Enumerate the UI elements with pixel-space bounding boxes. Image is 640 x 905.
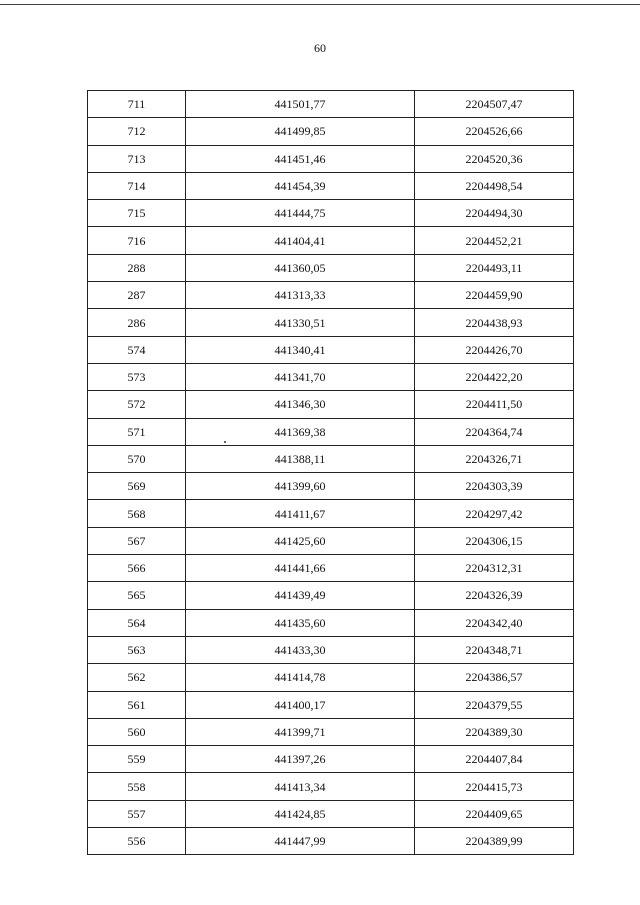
y-coordinate-cell: 2204493,11 xyxy=(415,254,574,281)
y-coordinate-cell: 2204348,71 xyxy=(415,636,574,663)
y-coordinate-cell: 2204326,39 xyxy=(415,582,574,609)
x-coordinate-cell: 441424,85 xyxy=(186,800,415,827)
table-row xyxy=(88,582,574,609)
point-number-cell: 560 xyxy=(88,718,186,745)
y-coordinate-cell: 2204415,73 xyxy=(415,773,574,800)
y-coordinate-cell: 2204379,55 xyxy=(415,691,574,718)
table-row xyxy=(88,773,574,800)
x-coordinate-cell: 441454,39 xyxy=(186,172,415,199)
point-number-cell: 566 xyxy=(88,555,186,582)
table-row xyxy=(88,363,574,390)
table-row xyxy=(88,636,574,663)
table-row xyxy=(88,828,574,855)
page-top-rule xyxy=(0,4,640,5)
point-number-cell: 562 xyxy=(88,664,186,691)
x-coordinate-cell: 441400,17 xyxy=(186,691,415,718)
point-number-cell: 564 xyxy=(88,609,186,636)
table-row xyxy=(88,691,574,718)
y-coordinate-cell: 2204526,66 xyxy=(415,118,574,145)
y-coordinate-cell: 2204507,47 xyxy=(415,91,574,118)
x-coordinate-cell: 441439,49 xyxy=(186,582,415,609)
y-coordinate-cell: 2204312,31 xyxy=(415,555,574,582)
table-row xyxy=(88,718,574,745)
x-coordinate-cell: 441404,41 xyxy=(186,227,415,254)
y-coordinate-cell: 2204364,74 xyxy=(415,418,574,445)
point-number-cell: 571 xyxy=(88,418,186,445)
table-row xyxy=(88,391,574,418)
point-number-cell: 288 xyxy=(88,254,186,281)
table-row xyxy=(88,145,574,172)
x-coordinate-cell: 441397,26 xyxy=(186,746,415,773)
point-number-cell: 714 xyxy=(88,172,186,199)
x-coordinate-cell: 441313,33 xyxy=(186,282,415,309)
point-number-cell: 712 xyxy=(88,118,186,145)
table-row xyxy=(88,200,574,227)
y-coordinate-cell: 2204459,90 xyxy=(415,282,574,309)
x-coordinate-cell: 441447,99 xyxy=(186,828,415,855)
point-number-cell: 557 xyxy=(88,800,186,827)
y-coordinate-cell: 2204411,50 xyxy=(415,391,574,418)
x-coordinate-cell: 441501,77 xyxy=(186,91,415,118)
table-row xyxy=(88,800,574,827)
table-row xyxy=(88,254,574,281)
point-number-cell: 563 xyxy=(88,636,186,663)
point-number-cell: 286 xyxy=(88,309,186,336)
x-coordinate-cell: 441346,30 xyxy=(186,391,415,418)
y-coordinate-cell: 2204306,15 xyxy=(415,527,574,554)
y-coordinate-cell: 2204426,70 xyxy=(415,336,574,363)
y-coordinate-cell: 2204498,54 xyxy=(415,172,574,199)
table-row xyxy=(88,445,574,472)
y-coordinate-cell: 2204326,71 xyxy=(415,445,574,472)
point-number-cell: 569 xyxy=(88,473,186,500)
x-coordinate-cell: 441444,75 xyxy=(186,200,415,227)
x-coordinate-cell: 441411,67 xyxy=(186,500,415,527)
point-number-cell: 565 xyxy=(88,582,186,609)
table-row xyxy=(88,746,574,773)
point-number-cell: 558 xyxy=(88,773,186,800)
point-number-cell: 287 xyxy=(88,282,186,309)
point-number-cell: 572 xyxy=(88,391,186,418)
point-number-cell: 716 xyxy=(88,227,186,254)
x-coordinate-cell: 441369,38 xyxy=(186,418,415,445)
x-coordinate-cell: 441413,34 xyxy=(186,773,415,800)
coordinates-table xyxy=(87,90,574,855)
y-coordinate-cell: 2204494,30 xyxy=(415,200,574,227)
y-coordinate-cell: 2204389,99 xyxy=(415,828,574,855)
table-row xyxy=(88,118,574,145)
table-row xyxy=(88,309,574,336)
x-coordinate-cell: 441341,70 xyxy=(186,363,415,390)
x-coordinate-cell: 441451,46 xyxy=(186,145,415,172)
table-row xyxy=(88,336,574,363)
x-coordinate-cell: 441435,60 xyxy=(186,609,415,636)
coordinates-table-body xyxy=(88,91,574,855)
x-coordinate-cell: 441399,71 xyxy=(186,718,415,745)
point-number-cell: 574 xyxy=(88,336,186,363)
table-row xyxy=(88,227,574,254)
point-number-cell: 713 xyxy=(88,145,186,172)
table-row xyxy=(88,609,574,636)
y-coordinate-cell: 2204386,57 xyxy=(415,664,574,691)
x-coordinate-cell: 441414,78 xyxy=(186,664,415,691)
table-row xyxy=(88,500,574,527)
table-row xyxy=(88,282,574,309)
y-coordinate-cell: 2204422,20 xyxy=(415,363,574,390)
x-coordinate-cell: 441388,11 xyxy=(186,445,415,472)
table-row xyxy=(88,664,574,691)
y-coordinate-cell: 2204438,93 xyxy=(415,309,574,336)
scan-speck xyxy=(224,441,226,443)
y-coordinate-cell: 2204342,40 xyxy=(415,609,574,636)
point-number-cell: 556 xyxy=(88,828,186,855)
point-number-cell: 711 xyxy=(88,91,186,118)
point-number-cell: 559 xyxy=(88,746,186,773)
point-number-cell: 715 xyxy=(88,200,186,227)
x-coordinate-cell: 441360,05 xyxy=(186,254,415,281)
x-coordinate-cell: 441399,60 xyxy=(186,473,415,500)
y-coordinate-cell: 2204407,84 xyxy=(415,746,574,773)
page-number: 60 xyxy=(314,41,326,55)
table-row xyxy=(88,473,574,500)
x-coordinate-cell: 441441,66 xyxy=(186,555,415,582)
point-number-cell: 570 xyxy=(88,445,186,472)
y-coordinate-cell: 2204303,39 xyxy=(415,473,574,500)
x-coordinate-cell: 441425,60 xyxy=(186,527,415,554)
y-coordinate-cell: 2204452,21 xyxy=(415,227,574,254)
point-number-cell: 561 xyxy=(88,691,186,718)
point-number-cell: 567 xyxy=(88,527,186,554)
table-row xyxy=(88,555,574,582)
point-number-cell: 568 xyxy=(88,500,186,527)
table-row xyxy=(88,91,574,118)
y-coordinate-cell: 2204409,65 xyxy=(415,800,574,827)
table-row xyxy=(88,172,574,199)
y-coordinate-cell: 2204297,42 xyxy=(415,500,574,527)
table-row xyxy=(88,418,574,445)
x-coordinate-cell: 441433,30 xyxy=(186,636,415,663)
table-row xyxy=(88,527,574,554)
x-coordinate-cell: 441330,51 xyxy=(186,309,415,336)
y-coordinate-cell: 2204520,36 xyxy=(415,145,574,172)
point-number-cell: 573 xyxy=(88,363,186,390)
y-coordinate-cell: 2204389,30 xyxy=(415,718,574,745)
x-coordinate-cell: 441340,41 xyxy=(186,336,415,363)
x-coordinate-cell: 441499,85 xyxy=(186,118,415,145)
